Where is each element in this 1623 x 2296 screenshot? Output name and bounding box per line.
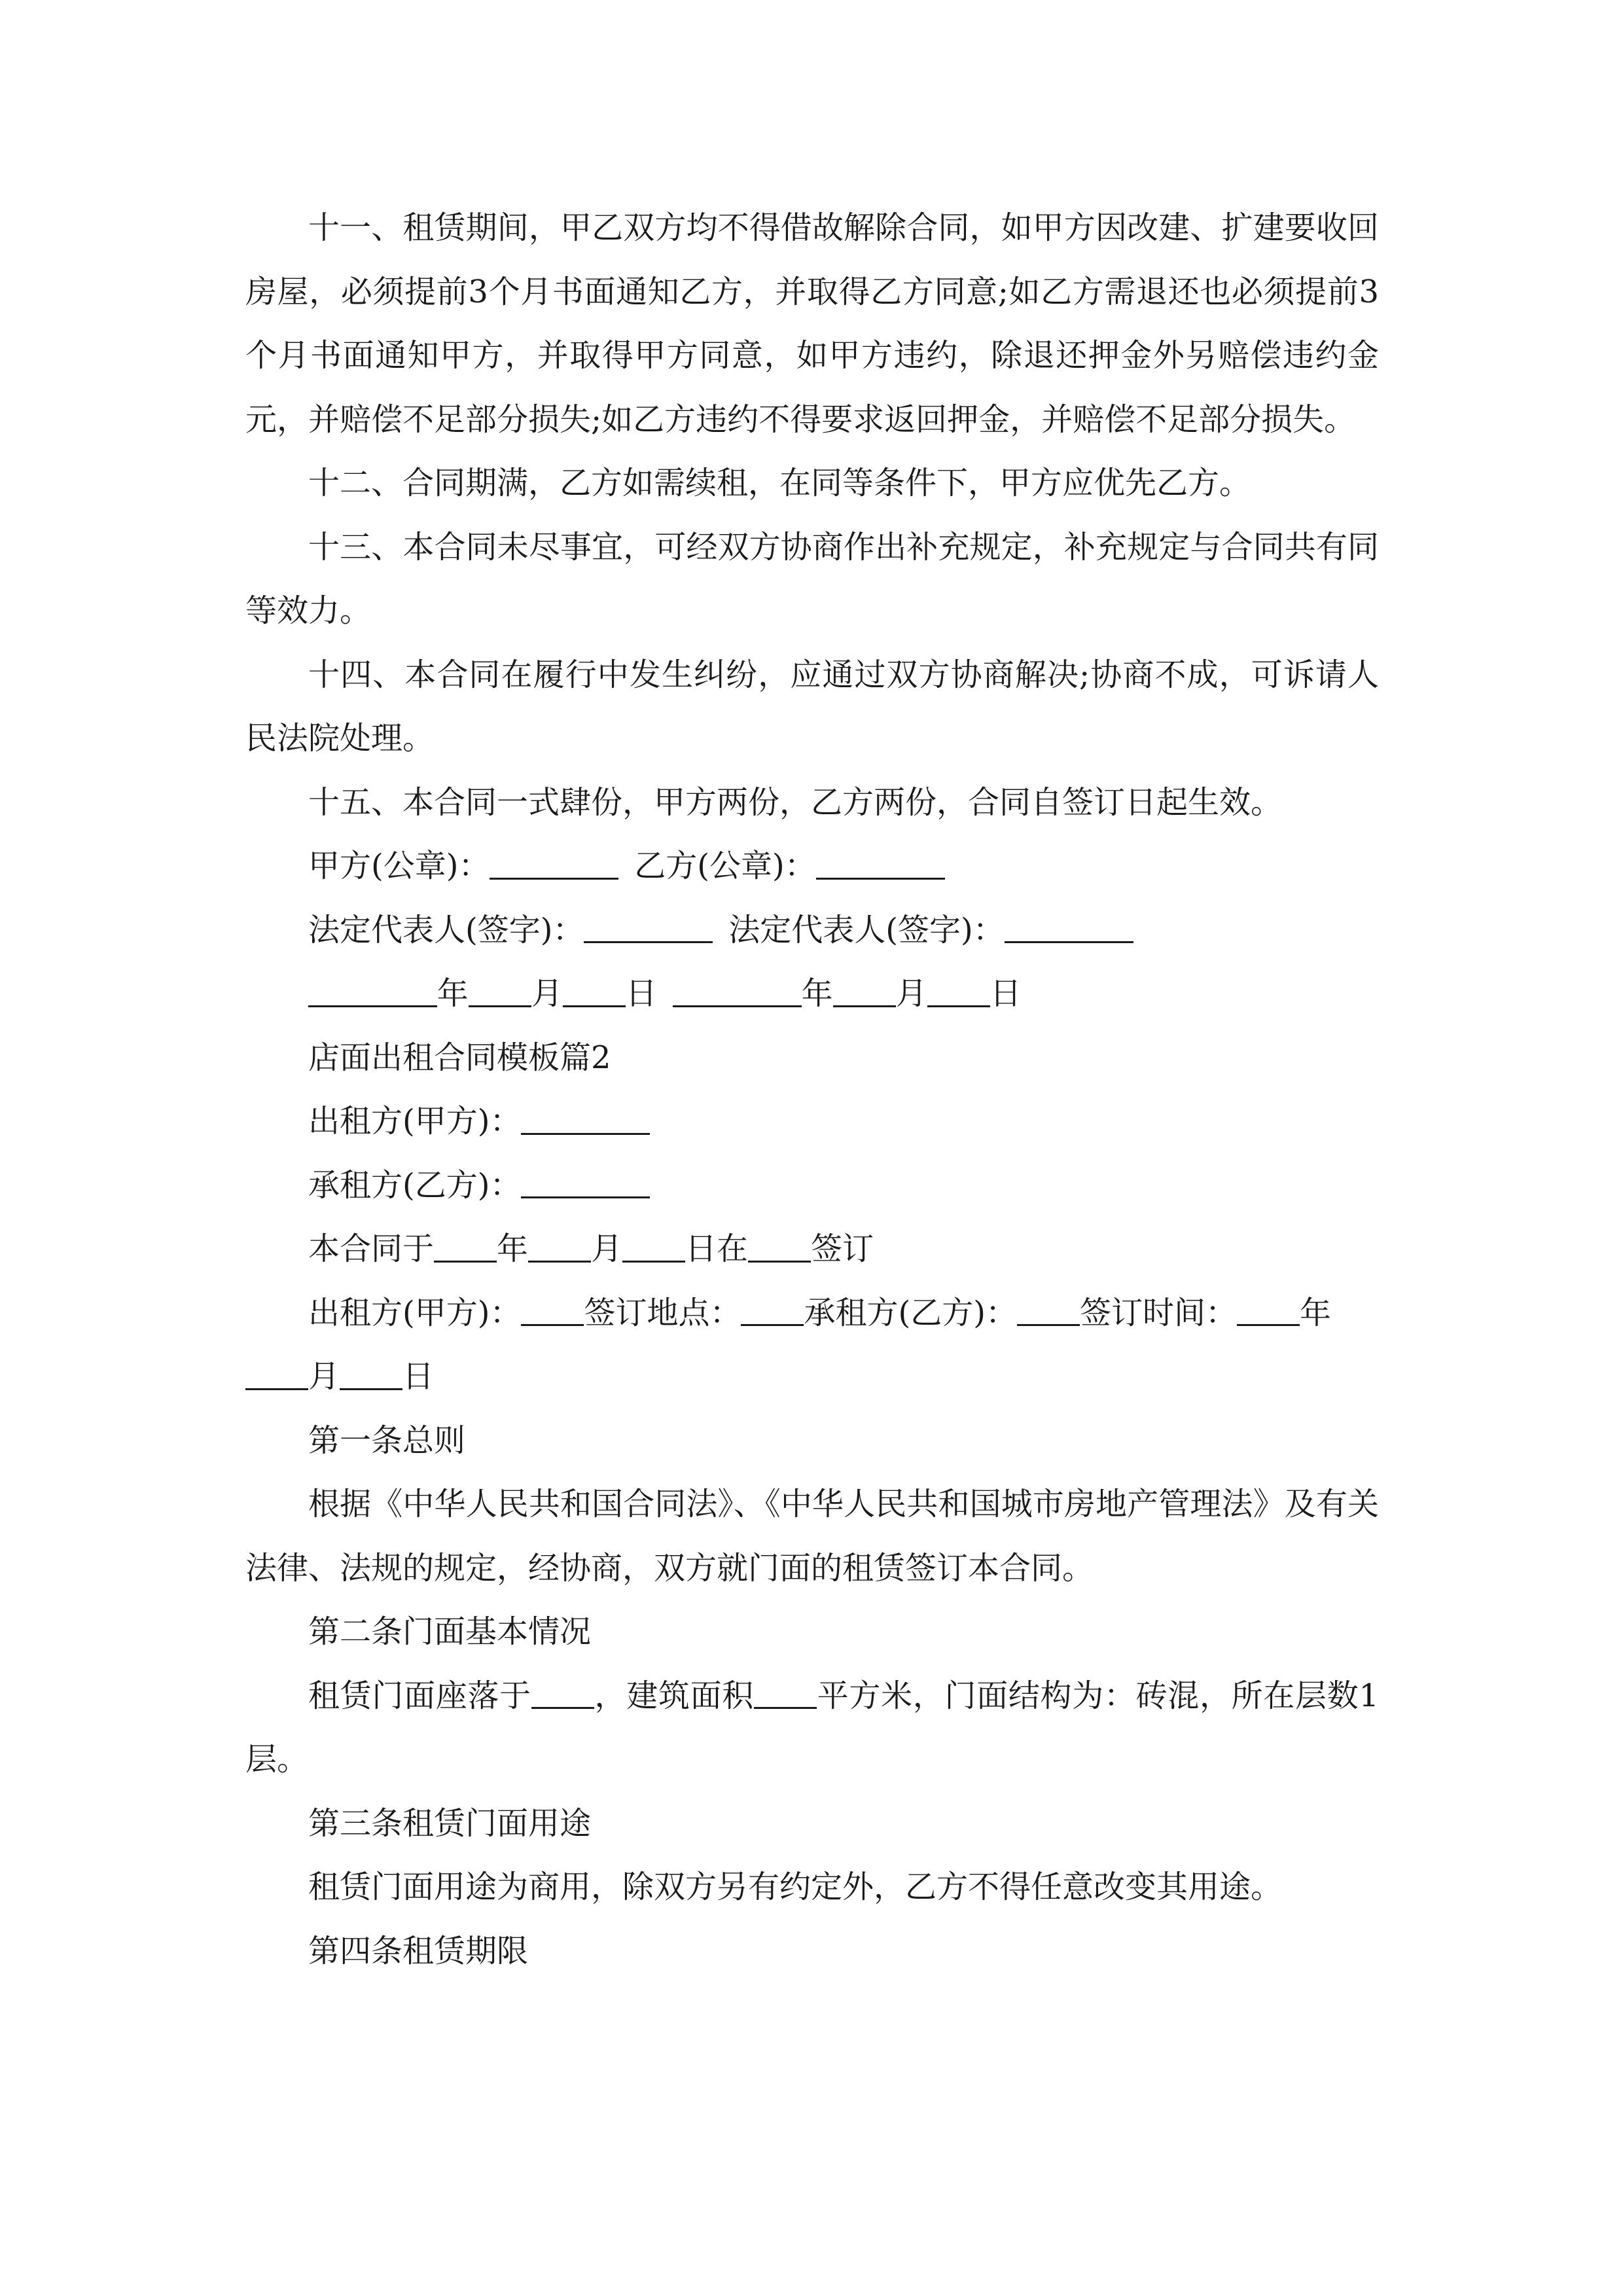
sign-time-day-blank bbox=[340, 1358, 402, 1390]
sign-time-year-blank bbox=[1237, 1295, 1300, 1327]
sign-time-month-blank bbox=[245, 1358, 308, 1390]
legal-rep-line bbox=[245, 899, 1379, 963]
legal-rep-a-label: 法定代表人(签字)： bbox=[308, 911, 584, 948]
lessor2-label: 出租方(甲方)： bbox=[308, 1294, 522, 1331]
lessee-blank bbox=[521, 1167, 650, 1199]
article-2-area-blank bbox=[754, 1677, 817, 1710]
clause-14: 十四、本合同在履行中发生纠纷，应通过双方协商解决;协商不成，可诉请人民法院处理。 bbox=[245, 656, 1379, 757]
date-a-day-label: 日 bbox=[625, 975, 657, 1012]
sign-time-year-label: 年 bbox=[1299, 1294, 1331, 1331]
party-b-seal-blank bbox=[816, 848, 945, 880]
parties-line bbox=[245, 1282, 1379, 1346]
article-1-title: 第一条总则 bbox=[308, 1422, 466, 1459]
party-b-seal-label: 乙方(公章)： bbox=[634, 848, 816, 884]
lessee-label: 承租方(乙方)： bbox=[308, 1166, 522, 1204]
date-a-year-blank bbox=[308, 975, 437, 1007]
sign-time-day-label: 日 bbox=[402, 1358, 435, 1395]
article-2-rest: 平方米，门面结构为：砖混，所在层数1层。 bbox=[245, 1677, 1379, 1778]
date-b-year-blank bbox=[673, 975, 802, 1007]
date-b-year-label: 年 bbox=[801, 975, 833, 1012]
lessor2-blank bbox=[521, 1295, 584, 1327]
article-2-location-blank bbox=[531, 1677, 594, 1710]
lessor-label: 出租方(甲方)： bbox=[308, 1103, 522, 1139]
signed-year-blank bbox=[434, 1230, 497, 1263]
sign-place-blank bbox=[741, 1295, 804, 1327]
signed-place-blank bbox=[748, 1230, 811, 1263]
lessee2-label: 承租方(乙方)： bbox=[804, 1294, 1017, 1331]
document-body bbox=[245, 196, 1379, 1983]
date-line bbox=[245, 962, 1379, 1026]
signed-year-label: 年 bbox=[497, 1230, 529, 1267]
clause-13: 十三、本合同未尽事宜，可经双方协商作出补充规定，补充规定与合同共有同等效力。 bbox=[245, 528, 1379, 629]
lessor-line bbox=[245, 1090, 1379, 1154]
date-a-month-label: 月 bbox=[531, 975, 563, 1012]
sign-time-label: 签订时间： bbox=[1079, 1294, 1237, 1331]
article-2-body bbox=[245, 1664, 1379, 1792]
sign-time-month-label: 月 bbox=[308, 1358, 340, 1395]
legal-rep-b-label: 法定代表人(签字)： bbox=[728, 911, 1005, 948]
signed-month-blank bbox=[528, 1230, 591, 1263]
article-2-area-label: ，建筑面积 bbox=[594, 1677, 754, 1714]
article-1-body: 根据《中华人民共和国合同法》、《中华人民共和国城市房地产管理法》及有关法律、法规的规定，经协商，双方就门面的租赁签订本合同。 bbox=[245, 1486, 1379, 1587]
signed-day-blank bbox=[622, 1230, 685, 1263]
sign-place-label: 签订地点： bbox=[584, 1294, 741, 1331]
seal-line bbox=[245, 834, 1379, 899]
signed-prefix: 本合同于 bbox=[308, 1230, 435, 1267]
lessee-line bbox=[245, 1154, 1379, 1218]
date-b-day-blank bbox=[927, 975, 990, 1007]
article-2-location-label: 租赁门面座落于 bbox=[308, 1677, 531, 1714]
party-a-seal-blank bbox=[490, 848, 618, 880]
date-a-month-blank bbox=[469, 975, 531, 1007]
signed-day-at-label: 日在 bbox=[685, 1230, 749, 1267]
legal-rep-a-blank bbox=[584, 912, 713, 944]
date-b-month-label: 月 bbox=[895, 975, 927, 1012]
party-a-seal-label: 甲方(公章)： bbox=[308, 848, 490, 884]
lessee2-blank bbox=[1017, 1295, 1080, 1327]
article-3-title: 第三条租赁门面用途 bbox=[308, 1804, 592, 1842]
article-4-title: 第四条租赁期限 bbox=[308, 1932, 529, 1969]
section2-title: 店面出租合同模板篇2 bbox=[308, 1039, 611, 1076]
clause-11: 十一、租赁期间，甲乙双方均不得借故解除合同，如甲方因改建、扩建要收回房屋，必须提前3个月书面通知乙方，并取得乙方同意;如乙方需退还也必须提前3个月书面通知甲方，并取得甲方同意，如甲方违约，除退还押金外另赔偿违约金 元，并赔偿不足部分损失;如乙方违约不得要求返回押金，并赔偿不足部分损失。 bbox=[245, 209, 1379, 438]
date-b-month-blank bbox=[833, 975, 896, 1007]
parties-line-cont bbox=[245, 1345, 1379, 1409]
clause-12: 十二、合同期满，乙方如需续租，在同等条件下，甲方应优先乙方。 bbox=[308, 465, 1251, 501]
lessor-blank bbox=[521, 1103, 650, 1135]
signed-date-line bbox=[245, 1217, 1379, 1282]
article-2-title: 第二条门面基本情况 bbox=[308, 1613, 592, 1650]
legal-rep-b-blank bbox=[1005, 912, 1133, 944]
article-3-body: 租赁门面用途为商用，除双方另有约定外，乙方不得任意改变其用途。 bbox=[308, 1869, 1283, 1905]
date-b-day-label: 日 bbox=[990, 975, 1022, 1012]
signed-month-label: 月 bbox=[591, 1230, 623, 1267]
signed-label: 签订 bbox=[811, 1230, 874, 1267]
date-a-year-label: 年 bbox=[437, 975, 469, 1012]
clause-15: 十五、本合同一式肆份，甲方两份，乙方两份，合同自签订日起生效。 bbox=[308, 783, 1283, 821]
date-a-day-blank bbox=[563, 975, 626, 1007]
